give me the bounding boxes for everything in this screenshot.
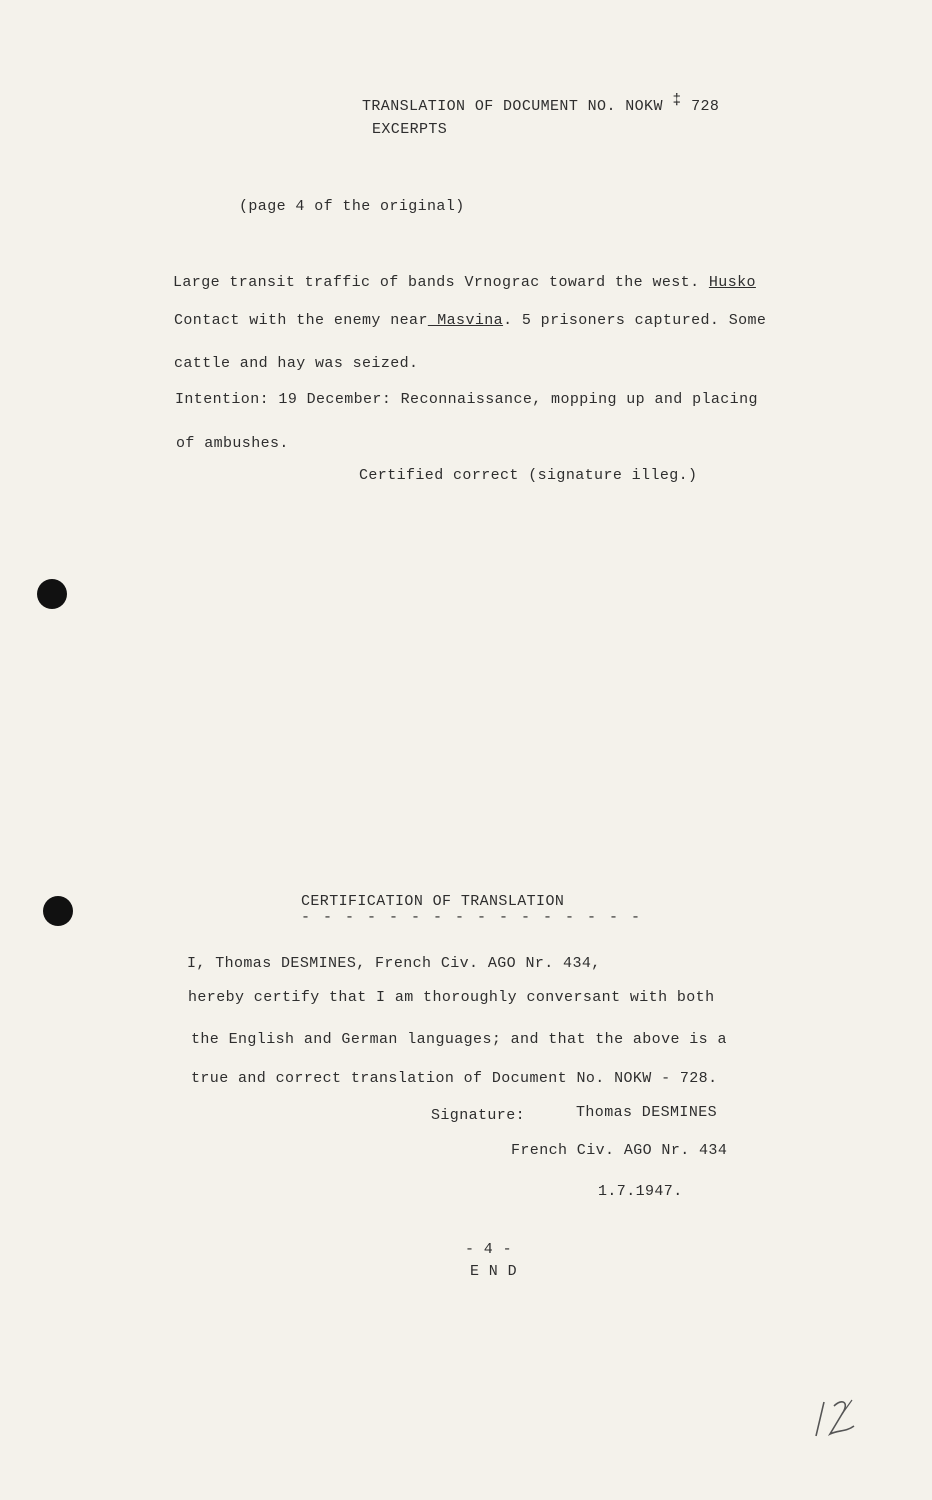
- place-husko: Husko: [708, 274, 756, 291]
- cert-line-4: true and correct translation of Document No. NOKW - 728.: [191, 1070, 718, 1087]
- body-line-1: [173, 274, 756, 292]
- body-line-1-text: Large transit traffic of bands Vrnograc toward the west.: [173, 274, 709, 291]
- header-excerpts: EXCERPTS: [372, 121, 448, 138]
- body-line-3: cattle and hay was seized.: [174, 355, 419, 372]
- cert-line-1: I, Thomas DESMINES, French Civ. AGO Nr. 434,: [187, 955, 601, 972]
- body-line-2: [174, 312, 766, 330]
- certified-correct: Certified correct (signature illeg.): [359, 467, 698, 484]
- header-title: [362, 92, 720, 116]
- body-line-2-rest: . 5 prisoners captured. Some: [503, 312, 767, 329]
- punch-hole-top: [37, 579, 67, 609]
- signature-name: Thomas DESMINES: [576, 1104, 718, 1121]
- end-marker: E N D: [470, 1263, 518, 1280]
- header-mark: ‡: [672, 92, 682, 109]
- signature-org: French Civ. AGO Nr. 434: [511, 1142, 728, 1159]
- header-doc-number: 728: [691, 98, 720, 115]
- certification-dashes: - - - - - - - - - - - - - - - -: [301, 909, 643, 926]
- cert-line-2: hereby certify that I am thoroughly conversant with both: [188, 989, 715, 1006]
- body-line-5: of ambushes.: [176, 435, 289, 452]
- page-reference: (page 4 of the original): [239, 198, 465, 215]
- certification-title: CERTIFICATION OF TRANSLATION: [301, 893, 565, 910]
- handwritten-number: [812, 1398, 862, 1440]
- page-number: - 4 -: [465, 1241, 513, 1258]
- body-line-4: Intention: 19 December: Reconnaissance, mopping up and placing: [175, 391, 758, 408]
- certification-date: 1.7.1947.: [598, 1183, 683, 1200]
- signature-label: Signature:: [431, 1107, 526, 1124]
- header-title-text: TRANSLATION OF DOCUMENT NO. NOKW: [362, 98, 663, 115]
- cert-line-3: the English and German languages; and that the above is a: [191, 1031, 727, 1048]
- punch-hole-bottom: [43, 896, 73, 926]
- place-masvina: Masvina: [427, 312, 504, 329]
- body-line-2-text: Contact with the enemy near: [174, 312, 428, 329]
